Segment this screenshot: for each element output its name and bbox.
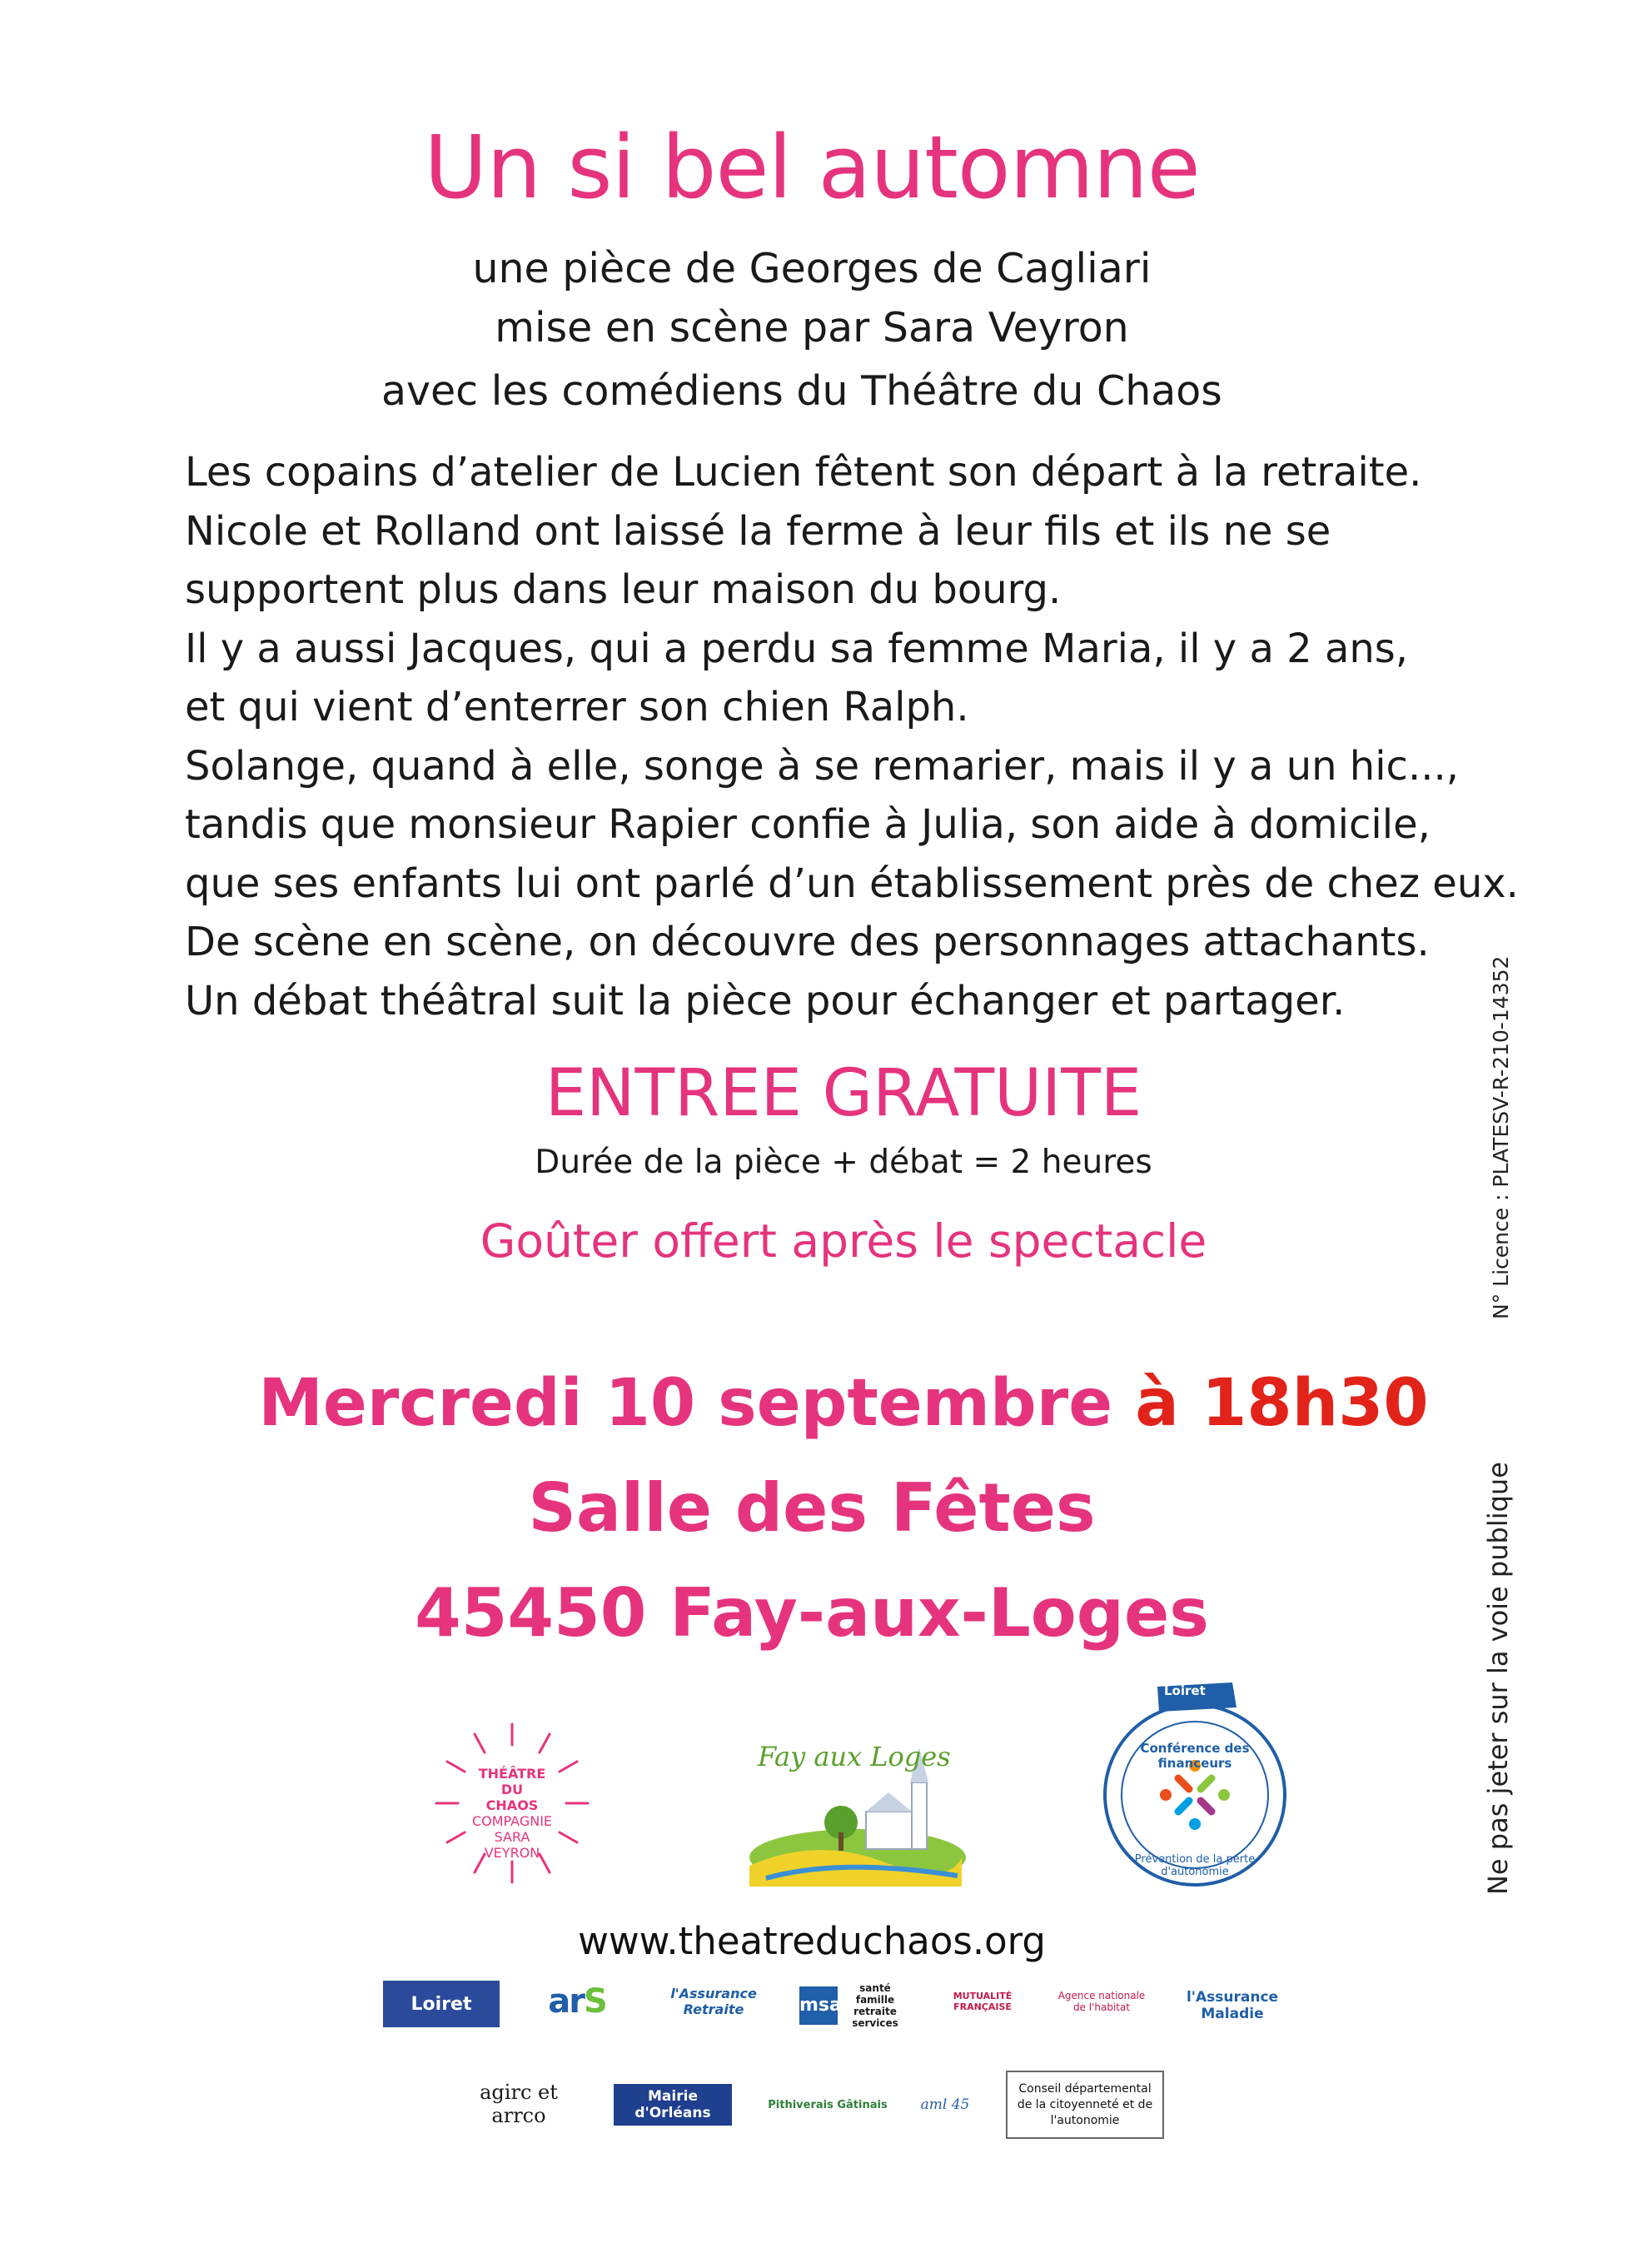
free-entry-heading: ENTREE GRATUITE [545, 1056, 1142, 1131]
partner-agirc-arrco-logo [456, 2081, 581, 2127]
credit-cast: avec les comédiens du Théâtre du Chaos [381, 367, 1222, 415]
credit-director: mise en scène par Sara Veyron [495, 304, 1129, 351]
partner-orleans-text: Mairie d'Orléans [634, 2088, 711, 2121]
website-link[interactable]: www.theatreduchaos.org [578, 1919, 1046, 1963]
partner-assurance-maladie-logo [1174, 1984, 1291, 2027]
partner-mairie-orleans-logo [614, 2084, 732, 2126]
partner-anah-logo [1056, 1976, 1147, 2027]
partner-agirc-text: agirc et arrco [480, 2081, 558, 2127]
conference-financeurs-logo [1099, 1678, 1291, 1895]
partner-anah-text: Agence nationale de l'habitat [1057, 1990, 1146, 2013]
fay-logo-text: Fay aux Loges [758, 1741, 951, 1772]
partner-ars-text-b: S [583, 1982, 606, 2021]
license-number: N° Licence : PLATESV-R-210-14352 [1489, 955, 1513, 1319]
partner-aml-text: aml 45 [920, 2096, 970, 2113]
fay-aux-loges-logo [741, 1732, 966, 1891]
event-date: Mercredi 10 septembre [258, 1366, 1113, 1441]
partner-pithiverais-text: Pithiverais Gâtinais [768, 2098, 888, 2111]
theatre-du-chaos-logo [425, 1716, 600, 1891]
credit-author: une pièce de Georges de Cagliari [472, 245, 1152, 292]
conf-loiret-label: Loiret [1164, 1683, 1206, 1698]
snack-text: Goûter offert après le spectacle [480, 1214, 1207, 1268]
partner-ars-text-a: ar [548, 1982, 584, 2021]
synopsis-line: Les copains d’atelier de Lucien fêtent son départ à la retraite. [185, 449, 1422, 496]
event-time: à 18h30 [1135, 1366, 1429, 1441]
partner-assurance-retraite-text: l'Assurance Retraite [670, 1986, 757, 2017]
theatre-logo-line: CHAOS [485, 1797, 539, 1813]
partner-pithiverais-logo [764, 2082, 891, 2127]
partner-msa-logo [799, 1984, 908, 2027]
synopsis-line: De scène en scène, on découvre des personnages attachants. [185, 919, 1430, 965]
partner-loiret-text: Loiret [411, 1993, 472, 2015]
theatre-logo-line: THÉÂTRE [478, 1766, 546, 1782]
partner-msa-box: msa [799, 1986, 838, 2025]
synopsis-line: Un débat théâtral suit la pièce pour échanger et partager. [185, 977, 1346, 1024]
synopsis-line: supportent plus dans leur maison du bourg. [185, 566, 1062, 613]
synopsis-line: Solange, quand à elle, songe à se remarier, mais il y a un hic..., [185, 742, 1459, 790]
disposal-notice: Ne pas jeter sur la voie publique [1482, 1462, 1514, 1895]
theatre-logo-line: DU [500, 1782, 524, 1797]
conf-bottom-label: Prévention de la perte d'autonomie [1134, 1853, 1256, 1878]
partner-ars-logo [531, 1976, 623, 2027]
partner-loiret-logo [383, 1981, 500, 2027]
play-title: Un si bel automne [424, 117, 1200, 218]
synopsis-line: Nicole et Rolland ont laissé la ferme à leur fils et ils ne se [185, 507, 1331, 555]
partner-assurance-maladie-text: l'Assurance Maladie [1186, 1989, 1279, 2022]
partner-msa-text: santé famille retraite services [852, 1982, 898, 2029]
synopsis [185, 443, 1550, 1030]
partner-mutualite-logo [933, 1976, 1032, 2027]
partner-aml45-logo [908, 2079, 983, 2131]
duration-text: Durée de la pièce + débat = 2 heures [535, 1144, 1152, 1181]
theatre-logo-line: SARA [494, 1829, 530, 1845]
synopsis-line: tandis que monsieur Rapier confie à Julia, son aide à domicile, [185, 801, 1431, 848]
partner-cdca-text: Conseil départemental de la citoyenneté et de l'autonomie [1017, 2081, 1153, 2127]
partner-cdca-logo [1006, 2071, 1164, 2139]
event-date-line [0, 1366, 1652, 1441]
theatre-logo-text [441, 1766, 583, 1861]
partner-mutualite-text: MUTUALITÉ FRANÇAISE [953, 1991, 1013, 2012]
synopsis-line: et qui vient d’enterrer son chien Ralph. [185, 684, 969, 730]
event-city: 45450 Fay-aux-Loges [415, 1574, 1209, 1652]
partner-assurance-retraite-logo [651, 1976, 776, 2027]
synopsis-line: que ses enfants lui ont parlé d’un établissement près de chez eux. [185, 860, 1519, 907]
theatre-logo-line: VEYRON [484, 1845, 540, 1861]
conf-top-label: Conférence des financeurs [1140, 1741, 1250, 1771]
synopsis-line: Il y a aussi Jacques, qui a perdu sa femme Maria, il y a 2 ans, [185, 625, 1409, 672]
event-venue: Salle des Fêtes [528, 1469, 1096, 1547]
theatre-logo-line: COMPAGNIE [471, 1813, 553, 1829]
